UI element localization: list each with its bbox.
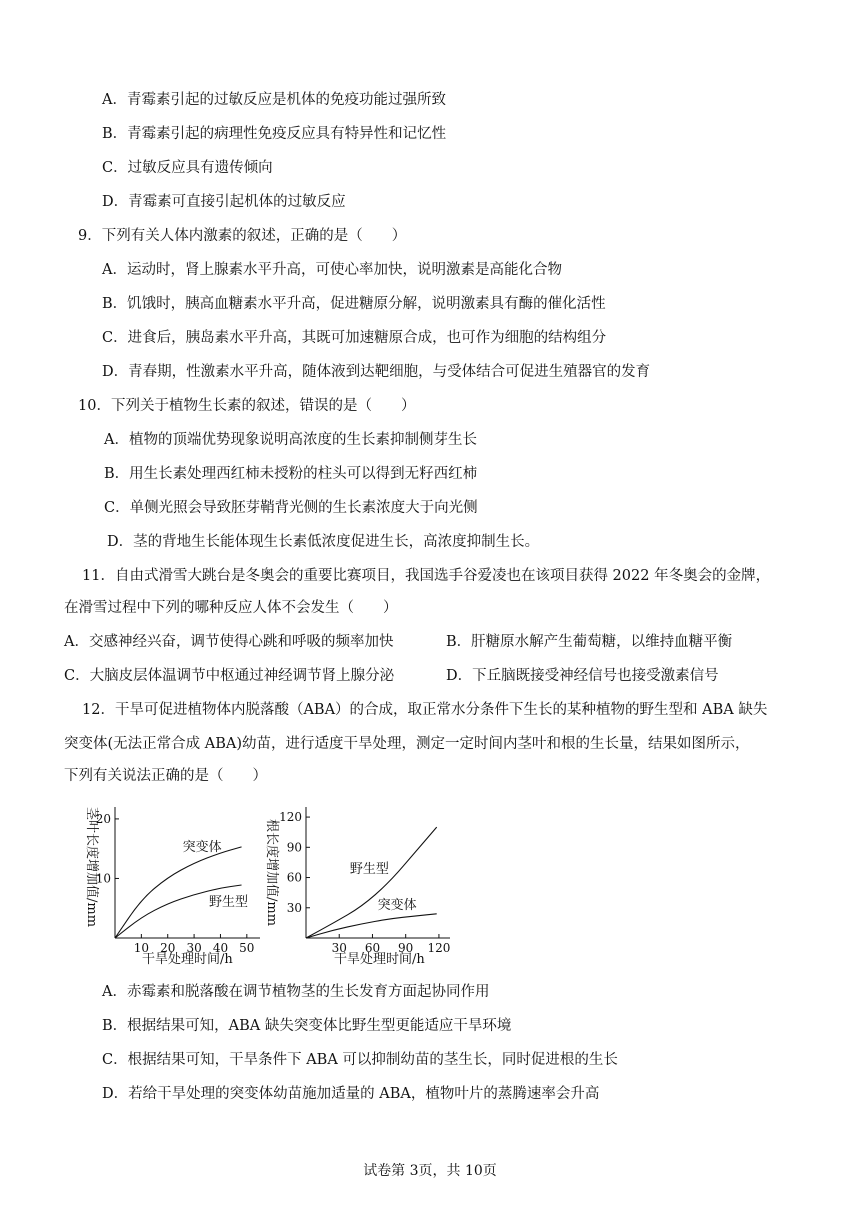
chart1-xlabel: 干旱处理时间/h <box>142 952 233 967</box>
q9-option-d: D．青春期，性激素水平升高，随体液到达靶细胞，与受体结合可促进生殖器官的发育 <box>102 364 651 380</box>
q12-stem-line1: 12．干旱可促进植物体内脱落酸（ABA）的合成，取正常水分条件下生长的某种植物的野生型和 ABA 缺失 <box>82 702 768 718</box>
chart1-series-label: 野生型 <box>208 894 248 910</box>
chart2-series-label: 野生型 <box>349 861 389 877</box>
q8-option-c: C．过敏反应具有遗传倾向 <box>102 160 273 176</box>
q10-stem: 10．下列关于植物生长素的叙述，错误的是（ ） <box>78 398 416 414</box>
chart1-x-tick-label: 10 <box>133 941 150 955</box>
chart1-y-tick-label: 20 <box>95 811 111 826</box>
q9-option-b: B．饥饿时，胰高血糖素水平升高，促进糖原分解，说明激素具有酶的催化活性 <box>102 296 606 312</box>
chart2-x-tick-label: 60 <box>364 941 381 955</box>
chart2-xlabel: 干旱处理时间/h <box>334 952 425 967</box>
chart1-x-tick-label: 40 <box>212 941 229 955</box>
q12-option-a: A．赤霉素和脱落酸在调节植物茎的生长发育方面起协同作用 <box>102 984 490 1000</box>
q11-stem-line2: 在滑雪过程中下列的哪种反应人体不会发生（ ） <box>64 600 398 616</box>
chart2-y-tick-label: 30 <box>286 900 302 915</box>
chart1-x-tick-label: 50 <box>239 941 255 955</box>
stem-leaf-growth-chart <box>70 795 270 975</box>
q8-option-b: B．青霉素引起的病理性免疫反应具有特异性和记忆性 <box>102 126 447 142</box>
q10-option-d: D．茎的背地生长能体现生长素低浓度促进生长，高浓度抑制生长。 <box>107 534 540 550</box>
chart2-series-line <box>306 914 437 938</box>
q10-option-a: A．植物的顶端优势现象说明高浓度的生长素抑制侧芽生长 <box>104 432 477 448</box>
chart2-y-tick-label: 120 <box>279 810 302 825</box>
q12-stem-line2: 突变体(无法正常合成 ABA)幼苗，进行适度干旱处理，测定一定时间内茎叶和根的生长量，结果如图所示， <box>64 736 750 752</box>
q11-option-d: D．下丘脑既接受神经信号也接受激素信号 <box>446 668 719 684</box>
chart2-y-tick-label: 90 <box>286 840 302 855</box>
chart2-series-line <box>306 827 437 938</box>
q11-stem-line1: 11．自由式滑雪大跳台是冬奥会的重要比赛项目，我国选手谷爱凌也在该项目获得 2022 年冬奥会的金牌， <box>82 568 771 584</box>
chart1-x-tick-label: 30 <box>186 941 202 955</box>
chart1-ylabel: 茎叶长度增加值/mm <box>84 807 99 928</box>
q11-option-a: A．交感神经兴奋，调节使得心跳和呼吸的频率加快 <box>64 634 394 650</box>
q10-option-c: C．单侧光照会导致胚芽鞘背光侧的生长素浓度大于向光侧 <box>104 500 478 516</box>
q9-option-a: A．运动时，肾上腺素水平升高，可使心率加快，说明激素是高能化合物 <box>102 262 562 278</box>
q12-option-c: C．根据结果可知，干旱条件下 ABA 可以抑制幼苗的茎生长，同时促进根的生长 <box>102 1052 618 1068</box>
chart2-series-label: 突变体 <box>377 897 417 913</box>
chart1-series-line <box>115 885 242 938</box>
q8-option-a: A．青霉素引起的过敏反应是机体的免疫功能过强所致 <box>102 92 446 108</box>
q12-stem-line3: 下列有关说法正确的是（ ） <box>64 768 267 784</box>
chart2-x-tick-label: 90 <box>398 941 414 955</box>
chart1-y-tick-label: 10 <box>95 871 111 886</box>
chart2-y-tick-label: 60 <box>286 870 302 885</box>
q9-stem: 9．下列有关人体内激素的叙述，正确的是（ ） <box>78 228 407 244</box>
q10-option-b: B．用生长素处理西红柿未授粉的柱头可以得到无籽西红柿 <box>104 466 478 482</box>
root-growth-chart <box>262 795 462 975</box>
q8-option-d: D．青霉素可直接引起机体的过敏反应 <box>102 194 346 210</box>
q11-option-b: B．肝糖原水解产生葡萄糖，以维持血糖平衡 <box>446 634 733 650</box>
chart2-ylabel: 根长度增加值/mm <box>264 819 279 927</box>
q9-option-c: C．进食后，胰岛素水平升高，其既可加速糖原合成，也可作为细胞的结构组分 <box>102 330 607 346</box>
q11-option-c: C．大脑皮层体温调节中枢通过神经调节肾上腺分泌 <box>64 668 395 684</box>
chart1-series-label: 突变体 <box>182 839 222 855</box>
q12-option-b: B．根据结果可知，ABA 缺失突变体比野生型更能适应干旱环境 <box>102 1018 512 1034</box>
chart1-x-tick-label: 20 <box>160 941 176 955</box>
q12-option-d: D．若给干旱处理的突变体幼苗施加适量的 ABA，植物叶片的蒸腾速率会升高 <box>102 1086 600 1102</box>
chart2-x-tick-label: 120 <box>427 941 451 955</box>
page-footer: 试卷第 3页，共 10页 <box>363 1163 497 1179</box>
chart2-x-tick-label: 30 <box>331 941 347 955</box>
chart1-series-line <box>115 847 242 938</box>
